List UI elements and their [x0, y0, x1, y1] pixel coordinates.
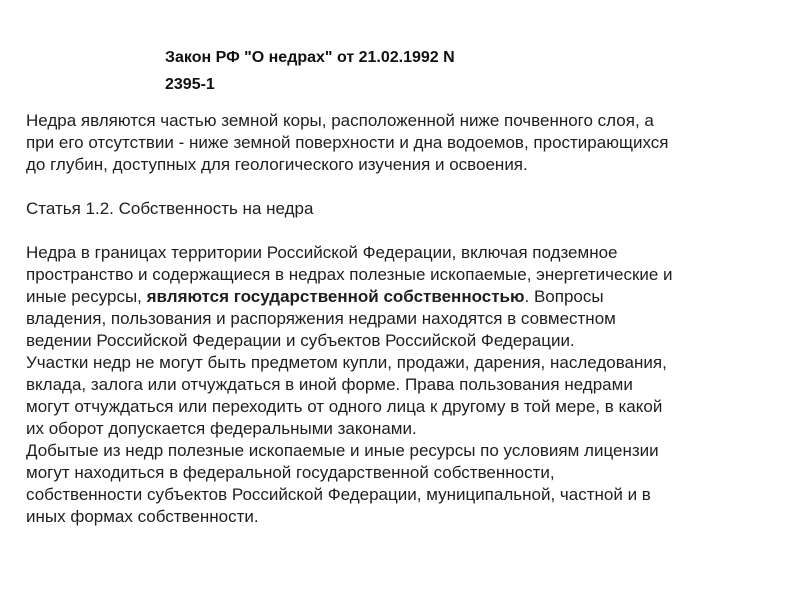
- spacer: [26, 220, 786, 242]
- text-line: Добытые из недр полезные ископаемые и иные ресурсы по условиям лицензии: [26, 441, 659, 460]
- text-line: собственности субъектов Российской Федерации, муниципальной, частной и в: [26, 485, 651, 504]
- text-fragment: иные ресурсы,: [26, 287, 147, 306]
- text-line: Недра в границах территории Российской Федерации, включая подземное: [26, 243, 618, 262]
- paragraph-extracted-resources: [26, 440, 786, 528]
- title-line-2: 2395-1: [165, 76, 215, 93]
- text-line: Участки недр не могут быть предметом купли, продажи, дарения, наследования,: [26, 353, 667, 372]
- text-line: [26, 286, 786, 308]
- paragraph-alienation: [26, 352, 786, 440]
- text-line: могут находиться в федеральной государственной собственности,: [26, 463, 555, 482]
- text-line: иных формах собственности.: [26, 507, 259, 526]
- emphasized-text: являются государственной собственностью: [146, 287, 525, 306]
- text-line: владения, пользования и распоряжения недрами находятся в совместном: [26, 309, 616, 328]
- text-line: могут отчуждаться или переходить от одного лица к другому в той мере, в какой: [26, 397, 663, 416]
- paragraph-ownership: [26, 242, 786, 352]
- text-line: Недра являются частью земной коры, расположенной ниже почвенного слоя, а: [26, 111, 654, 130]
- document-title: [165, 44, 585, 98]
- paragraph-definition: [26, 110, 786, 176]
- text-fragment: . Вопросы: [524, 287, 604, 306]
- text-line: их оборот допускается федеральными законами.: [26, 419, 417, 438]
- title-line-1: Закон РФ "О недрах" от 21.02.1992 N: [165, 49, 455, 66]
- text-line: ведении Российской Федерации и субъектов Российской Федерации.: [26, 331, 575, 350]
- text-line: до глубин, доступных для геологического изучения и освоения.: [26, 155, 528, 174]
- law-text: [26, 110, 786, 528]
- text-line: вклада, залога или отчуждаться в иной форме. Права пользования недрами: [26, 375, 633, 394]
- article-heading: Статья 1.2. Собственность на недра: [26, 199, 314, 218]
- spacer: [26, 176, 786, 198]
- text-line: при его отсутствии - ниже земной поверхности и дна водоемов, простирающихся: [26, 133, 669, 152]
- text-line: пространство и содержащиеся в недрах полезные ископаемые, энергетические и: [26, 265, 673, 284]
